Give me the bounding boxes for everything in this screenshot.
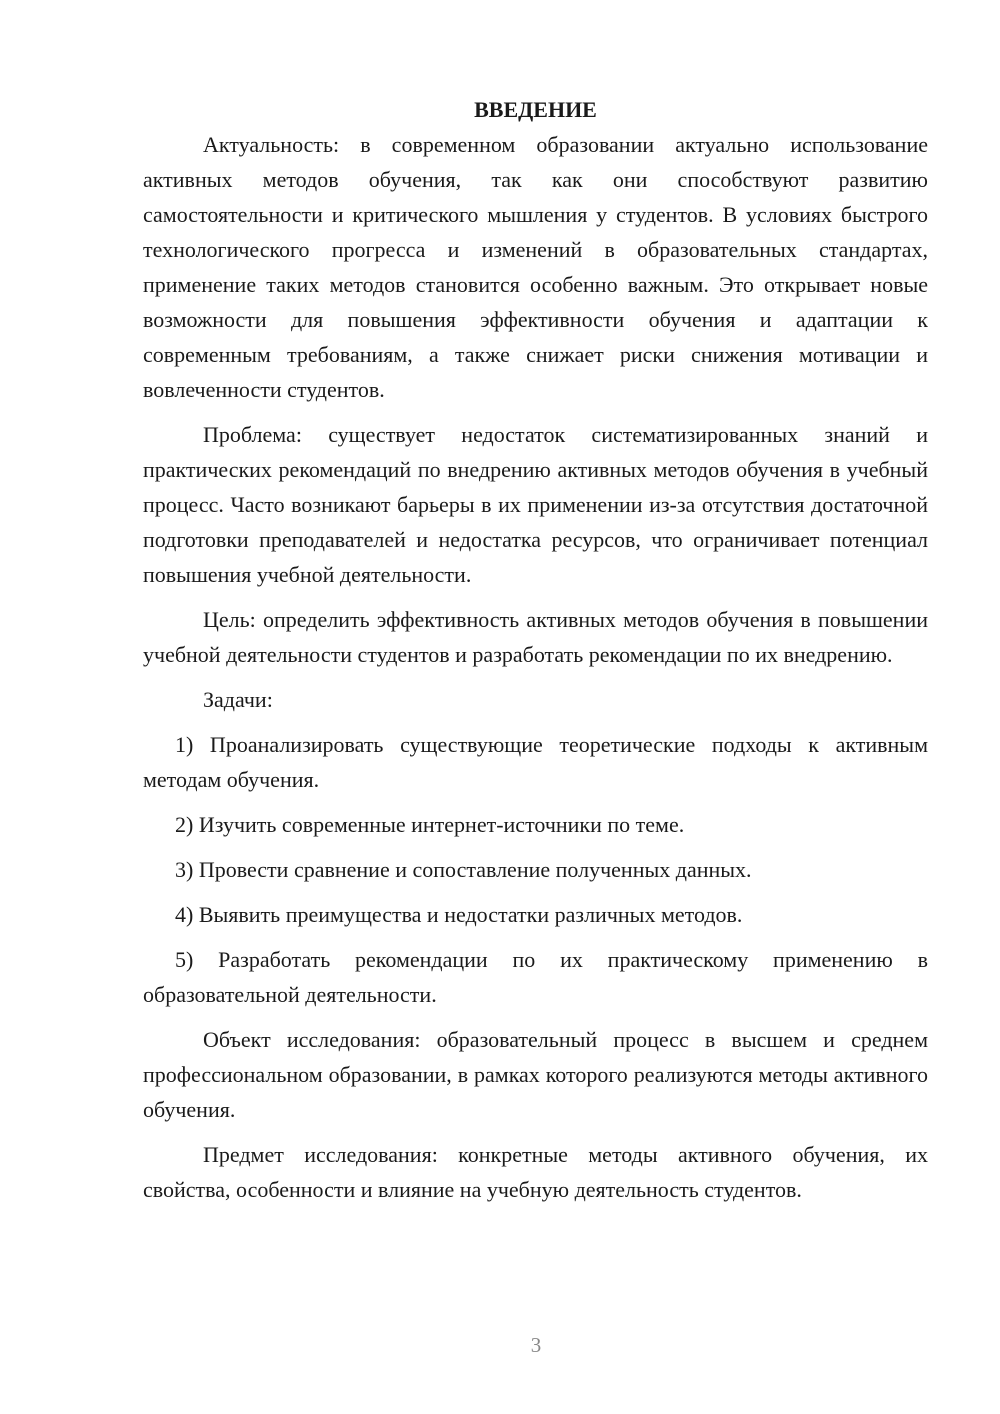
task-item-2: 2) Изучить современные интернет-источники по теме. <box>175 812 685 837</box>
page-number: 3 <box>530 1333 542 1357</box>
paragraph-problem: Проблема: существует недостаток систематизированных знаний и практических рекомендаций по внедрению активных методов обучения в учебный процесс. Часто возникают барьеры в их применении из-за отсутствия достаточной подготовки преподавателей и недостатка ресурсов, что ограничивает потенциал повышения учебной деятельности. <box>143 422 928 587</box>
section-heading: ВВЕДЕНИЕ <box>474 97 597 122</box>
paragraph-object: Объект исследования: образовательный процесс в высшем и среднем профессиональном образовании, в рамках которого реализуются методы активного обучения. <box>143 1027 928 1122</box>
document-page <box>143 92 928 1207</box>
paragraph-subject: Предмет исследования: конкретные методы активного обучения, их свойства, особенности и влияние на учебную деятельность студентов. <box>143 1142 928 1202</box>
paragraph-goal: Цель: определить эффективность активных методов обучения в повышении учебной деятельности студентов и разработать рекомендации по их внедрению. <box>143 607 928 667</box>
task-item-4: 4) Выявить преимущества и недостатки различных методов. <box>175 902 743 927</box>
paragraph-relevance: Актуальность: в современном образовании актуально использование активных методов обучения, так как они способствуют развитию самостоятельности и критического мышления у студентов. В условиях быстрого технологического прогресса и изменений в образовательных стандартах, применение таких методов становится особенно важным. Это открывает новые возможности для повышения эффективности обучения и адаптации к современным требованиям, а также снижает риски снижения мотивации и вовлеченности студентов. <box>143 132 928 402</box>
task-item-5: 5) Разработать рекомендации по их практическому применению в образовательной деятельности. <box>143 947 928 1007</box>
task-item-3: 3) Провести сравнение и сопоставление полученных данных. <box>175 857 752 882</box>
task-item-1: 1) Проанализировать существующие теоретические подходы к активным методам обучения. <box>143 732 928 792</box>
tasks-label: Задачи: <box>203 687 273 712</box>
